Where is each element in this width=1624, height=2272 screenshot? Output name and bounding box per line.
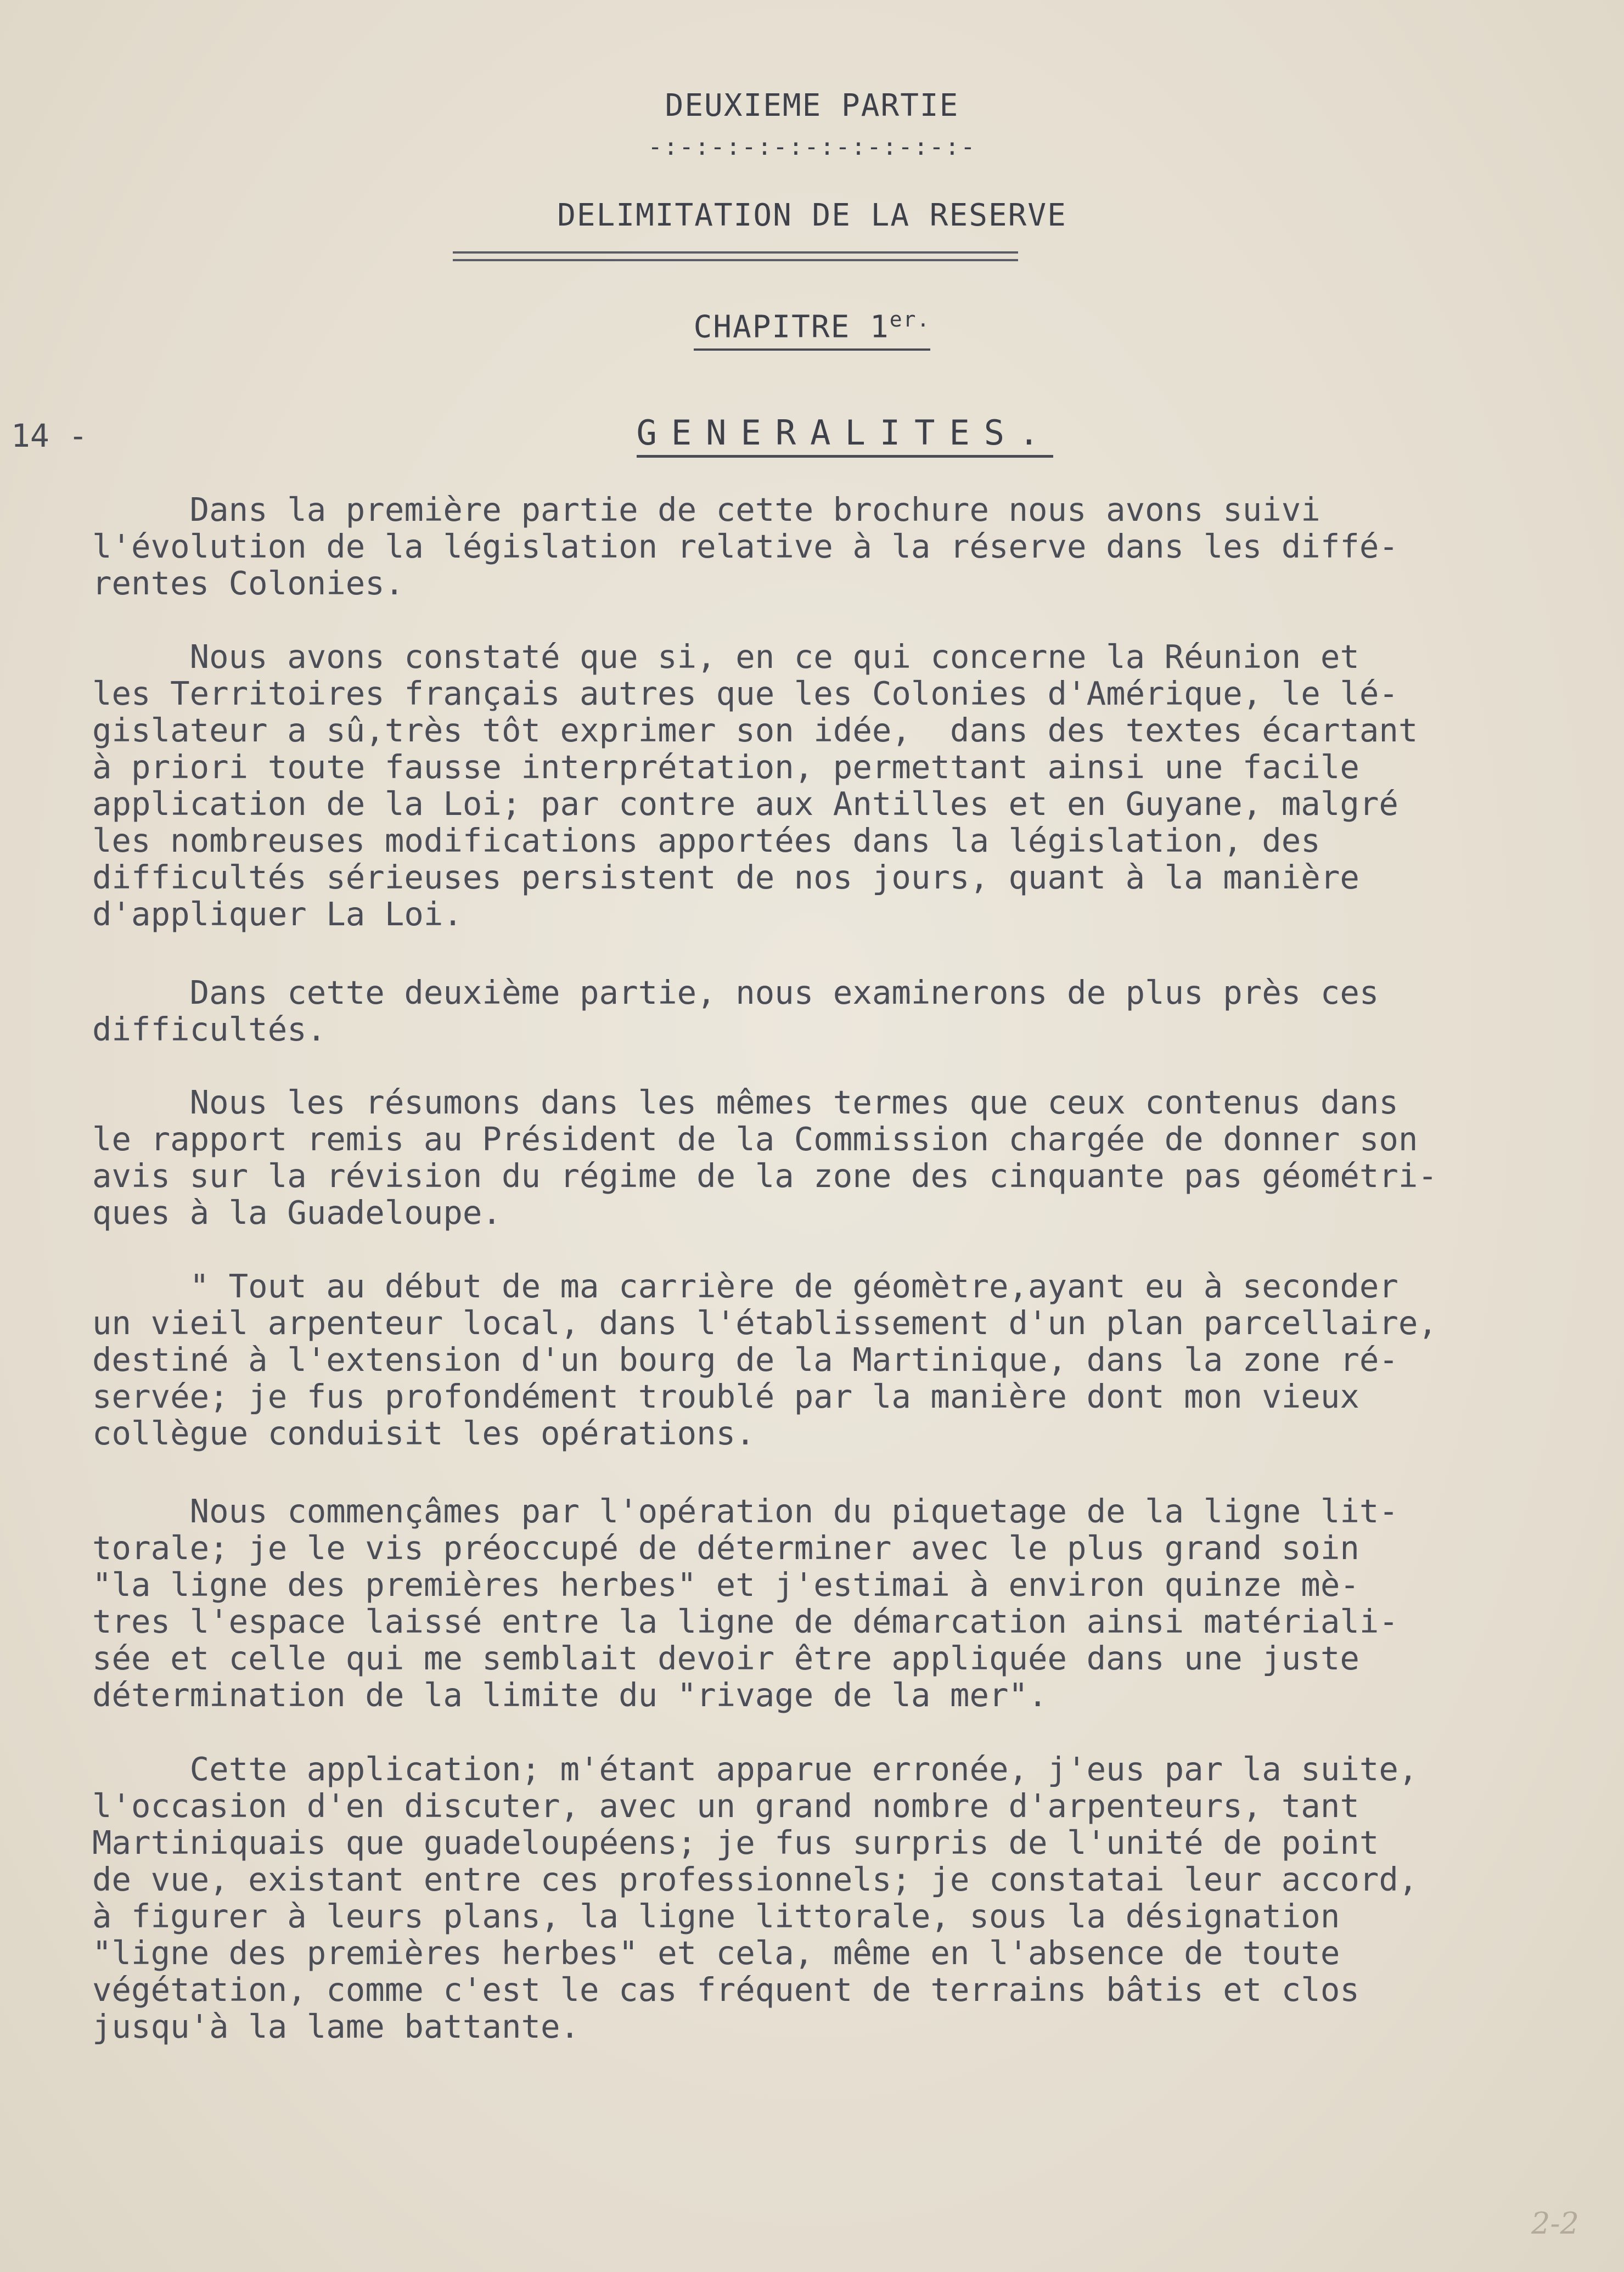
text-line: collègue conduisit les opérations. xyxy=(92,1414,755,1452)
text-line: Dans cette deuxième partie, nous examinerons de plus près ces xyxy=(92,974,1379,1011)
double-underline-rule xyxy=(453,251,1018,261)
text-line: détermination de la limite du "rivage de la mer". xyxy=(92,1676,1048,1714)
text-line: torale; je le vis préoccupé de déterminer avec le plus grand soin xyxy=(92,1529,1359,1567)
text-line: à figurer à leurs plans, la ligne littorale, sous la désignation xyxy=(92,1897,1340,1935)
decorative-dash-rule: -:-:-:-:-:-:-:-:-:-:- xyxy=(648,133,976,161)
chapter-title xyxy=(0,307,1624,351)
text-line: le rapport remis au Président de la Commission chargée de donner son xyxy=(92,1120,1418,1158)
chapter-title-underlined xyxy=(694,307,931,351)
text-line: Nous les résumons dans les mêmes termes que ceux contenus dans xyxy=(92,1083,1398,1121)
chapter-label: CHAPITRE 1 xyxy=(693,309,890,345)
paragraph xyxy=(92,974,1607,1048)
text-line: rentes Colonies. xyxy=(92,564,404,602)
text-line: gislateur a sû,très tôt exprimer son idée, dans des textes écartant xyxy=(92,711,1418,749)
text-line: Nous avons constaté que si, en ce qui concerne la Réunion et xyxy=(92,638,1359,676)
text-line: Cette application; m'étant apparue erronée, j'eus par la suite, xyxy=(92,1750,1418,1788)
text-line: l'occasion d'en discuter, avec un grand nombre d'arpenteurs, tant xyxy=(92,1787,1359,1825)
text-line: les nombreuses modifications apportées dans la législation, des xyxy=(92,822,1320,859)
text-line: tres l'espace laissé entre la ligne de démarcation ainsi matériali- xyxy=(92,1602,1398,1640)
text-line: application de la Loi; par contre aux Antilles et en Guyane, malgré xyxy=(92,785,1398,823)
section-heading xyxy=(0,413,1624,458)
paragraph xyxy=(92,1268,1607,1452)
text-line: " Tout au début de ma carrière de géomètre,ayant eu à seconder xyxy=(92,1267,1398,1305)
text-line: "la ligne des premières herbes" et j'estimai à environ quinze mè- xyxy=(92,1566,1359,1604)
text-line: Martiniquais que guadeloupéens; je fus surpris de l'unité de point xyxy=(92,1824,1379,1862)
text-line: sée et celle qui me semblait devoir être appliquée dans une juste xyxy=(92,1639,1359,1677)
text-line: d'appliquer La Loi. xyxy=(92,895,463,933)
text-line: jusqu'à la lame battante. xyxy=(92,2007,580,2045)
text-line: de vue, existant entre ces professionnels; je constatai leur accord, xyxy=(92,1860,1418,1898)
paragraph xyxy=(92,638,1607,932)
section-title: DELIMITATION DE LA RESERVE xyxy=(557,198,1067,233)
text-line: destiné à l'extension d'un bourg de la Martinique, dans la zone ré- xyxy=(92,1341,1398,1379)
corner-pencil-mark: 2-2 xyxy=(1531,2206,1579,2241)
text-line: l'évolution de la législation relative à la réserve dans les diffé- xyxy=(92,527,1398,565)
chapter-suffix: er. xyxy=(889,307,931,331)
text-line: difficultés. xyxy=(92,1010,327,1048)
heading-text: GENERALITES. xyxy=(637,413,1054,458)
text-line: difficultés sérieuses persistent de nos jours, quant à la manière xyxy=(92,858,1359,896)
paragraph xyxy=(92,1084,1607,1231)
text-line: "ligne des premières herbes" et cela, même en l'absence de toute xyxy=(92,1934,1340,1972)
text-line: Dans la première partie de cette brochure nous avons suivi xyxy=(92,491,1320,528)
part-title: DEUXIEME PARTIE xyxy=(665,88,959,123)
text-line: avis sur la révision du régime de la zone des cinquante pas géométri- xyxy=(92,1157,1437,1195)
text-line: végétation, comme c'est le cas fréquent de terrains bâtis et clos xyxy=(92,1971,1359,2009)
text-line: un vieil arpenteur local, dans l'établissement d'un plan parcellaire, xyxy=(92,1304,1437,1342)
page-number: 14 - xyxy=(11,417,88,454)
paragraph xyxy=(92,1751,1607,2045)
text-line: Nous commençâmes par l'opération du piquetage de la ligne lit- xyxy=(92,1492,1398,1530)
paragraph xyxy=(92,491,1607,601)
text-line: à priori toute fausse interprétation, permettant ainsi une facile xyxy=(92,748,1359,786)
text-line: les Territoires français autres que les Colonies d'Amérique, le lé- xyxy=(92,674,1398,712)
text-line: ques à la Guadeloupe. xyxy=(92,1194,502,1231)
text-line: servée; je fus profondément troublé par la manière dont mon vieux xyxy=(92,1377,1359,1415)
paragraph xyxy=(92,1493,1607,1713)
